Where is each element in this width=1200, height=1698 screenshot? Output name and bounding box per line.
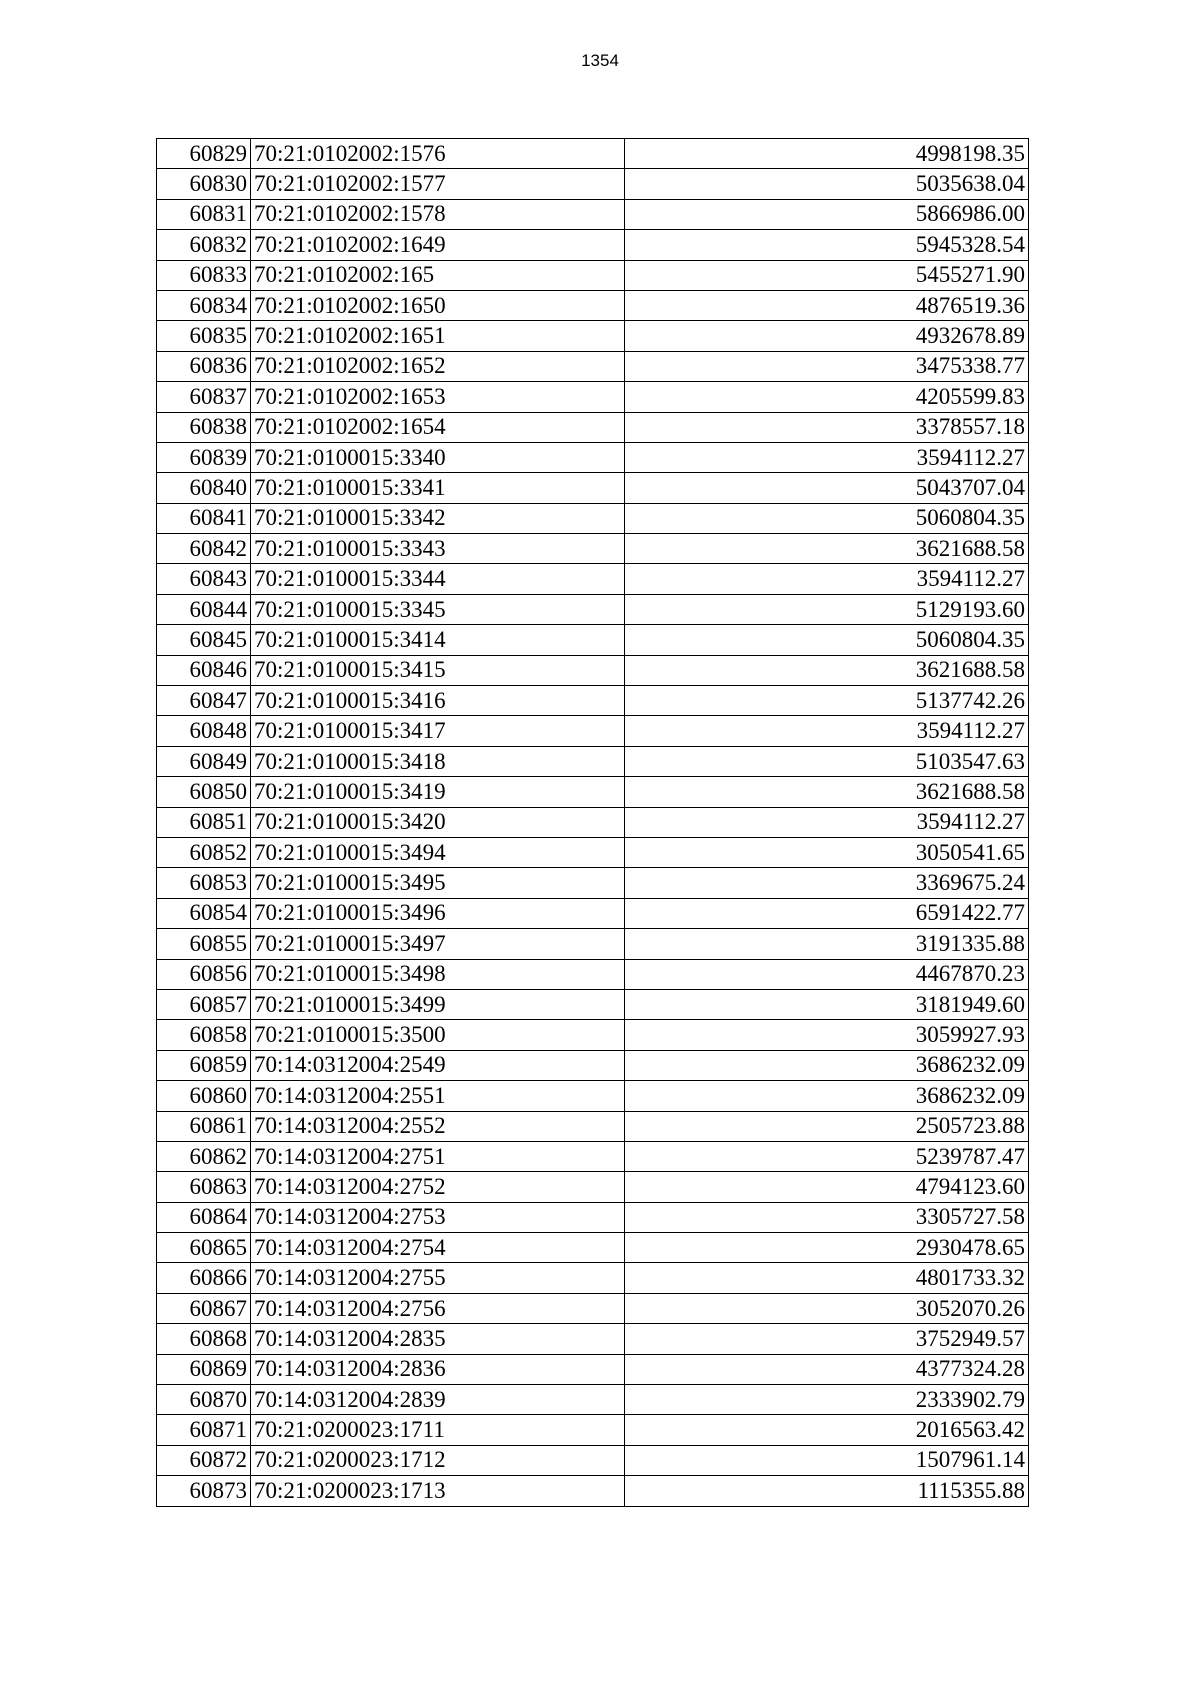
- cadastral-value: 3752949.57: [625, 1324, 1029, 1354]
- table-row: [157, 989, 1029, 1019]
- table-row: [157, 777, 1029, 807]
- cadastral-value: 5060804.35: [625, 503, 1029, 533]
- table-row: [157, 1172, 1029, 1202]
- table-row: [157, 625, 1029, 655]
- cadastral-value: 3594112.27: [625, 716, 1029, 746]
- cadastral-number: 70:21:0102002:1650: [251, 290, 625, 320]
- cadastral-number: 70:14:0312004:2753: [251, 1202, 625, 1232]
- cadastral-value: 2016563.42: [625, 1415, 1029, 1445]
- cadastral-value: 4467870.23: [625, 959, 1029, 989]
- cadastral-value: 5043707.04: [625, 473, 1029, 503]
- row-number: 60843: [157, 564, 251, 594]
- row-number: 60840: [157, 473, 251, 503]
- row-number: 60829: [157, 139, 251, 169]
- cadastral-value: 3059927.93: [625, 1020, 1029, 1050]
- table-row: [157, 1202, 1029, 1232]
- cadastral-number: 70:21:0100015:3500: [251, 1020, 625, 1050]
- cadastral-value: 3621688.58: [625, 534, 1029, 564]
- table-row: [157, 139, 1029, 169]
- cadastral-number: 70:21:0100015:3345: [251, 594, 625, 624]
- table-row: [157, 929, 1029, 959]
- row-number: 60853: [157, 868, 251, 898]
- cadastral-value-table: [156, 138, 1029, 1507]
- row-number: 60833: [157, 260, 251, 290]
- cadastral-number: 70:21:0100015:3496: [251, 898, 625, 928]
- row-number: 60830: [157, 169, 251, 199]
- row-number: 60855: [157, 929, 251, 959]
- cadastral-value: 4377324.28: [625, 1354, 1029, 1384]
- table-row: [157, 321, 1029, 351]
- table-row: [157, 1293, 1029, 1323]
- row-number: 60852: [157, 837, 251, 867]
- cadastral-value: 6591422.77: [625, 898, 1029, 928]
- cadastral-number: 70:21:0100015:3499: [251, 989, 625, 1019]
- cadastral-value: 4876519.36: [625, 290, 1029, 320]
- row-number: 60836: [157, 351, 251, 381]
- row-number: 60849: [157, 746, 251, 776]
- cadastral-value: 4794123.60: [625, 1172, 1029, 1202]
- cadastral-number: 70:21:0100015:3495: [251, 868, 625, 898]
- cadastral-number: 70:21:0102002:1578: [251, 199, 625, 229]
- cadastral-number: 70:21:0100015:3341: [251, 473, 625, 503]
- table-row: [157, 473, 1029, 503]
- row-number: 60869: [157, 1354, 251, 1384]
- table-row: [157, 655, 1029, 685]
- cadastral-value: 4205599.83: [625, 382, 1029, 412]
- table-row: [157, 837, 1029, 867]
- table-row: [157, 807, 1029, 837]
- row-number: 60837: [157, 382, 251, 412]
- table-row: [157, 260, 1029, 290]
- cadastral-number: 70:21:0102002:1652: [251, 351, 625, 381]
- cadastral-value: 3594112.27: [625, 442, 1029, 472]
- row-number: 60871: [157, 1415, 251, 1445]
- row-number: 60851: [157, 807, 251, 837]
- page-number: 1354: [581, 51, 619, 70]
- row-number: 60866: [157, 1263, 251, 1293]
- row-number: 60854: [157, 898, 251, 928]
- row-number: 60862: [157, 1141, 251, 1171]
- cadastral-number: 70:21:0102002:1576: [251, 139, 625, 169]
- cadastral-number: 70:21:0102002:165: [251, 260, 625, 290]
- cadastral-value: 5035638.04: [625, 169, 1029, 199]
- row-number: 60850: [157, 777, 251, 807]
- cadastral-number: 70:21:0100015:3344: [251, 564, 625, 594]
- row-number: 60863: [157, 1172, 251, 1202]
- cadastral-number: 70:14:0312004:2755: [251, 1263, 625, 1293]
- table-row: [157, 1476, 1029, 1506]
- cadastral-value: 3191335.88: [625, 929, 1029, 959]
- cadastral-number: 70:14:0312004:2754: [251, 1233, 625, 1263]
- cadastral-value: 3305727.58: [625, 1202, 1029, 1232]
- table-row: [157, 1445, 1029, 1475]
- row-number: 60867: [157, 1293, 251, 1323]
- table-row: [157, 868, 1029, 898]
- cadastral-number: 70:21:0102002:1649: [251, 230, 625, 260]
- row-number: 60856: [157, 959, 251, 989]
- table-body: [157, 139, 1029, 1507]
- row-number: 60835: [157, 321, 251, 351]
- cadastral-number: 70:14:0312004:2751: [251, 1141, 625, 1171]
- table-row: [157, 746, 1029, 776]
- cadastral-value: 3686232.09: [625, 1081, 1029, 1111]
- table-row: [157, 594, 1029, 624]
- table-row: [157, 351, 1029, 381]
- table-row: [157, 230, 1029, 260]
- cadastral-number: 70:21:0100015:3415: [251, 655, 625, 685]
- table-row: [157, 1385, 1029, 1415]
- cadastral-number: 70:14:0312004:2839: [251, 1385, 625, 1415]
- cadastral-number: 70:21:0100015:3417: [251, 716, 625, 746]
- table-row: [157, 442, 1029, 472]
- cadastral-value: 3594112.27: [625, 807, 1029, 837]
- cadastral-number: 70:14:0312004:2551: [251, 1081, 625, 1111]
- cadastral-value: 5866986.00: [625, 199, 1029, 229]
- cadastral-value: 3621688.58: [625, 777, 1029, 807]
- cadastral-value: 3621688.58: [625, 655, 1029, 685]
- cadastral-number: 70:21:0100015:3342: [251, 503, 625, 533]
- cadastral-number: 70:21:0102002:1651: [251, 321, 625, 351]
- row-number: 60838: [157, 412, 251, 442]
- row-number: 60831: [157, 199, 251, 229]
- row-number: 60846: [157, 655, 251, 685]
- table-row: [157, 1050, 1029, 1080]
- row-number: 60865: [157, 1233, 251, 1263]
- cadastral-number: 70:21:0100015:3418: [251, 746, 625, 776]
- cadastral-value: 1115355.88: [625, 1476, 1029, 1506]
- row-number: 60832: [157, 230, 251, 260]
- table-row: [157, 1111, 1029, 1141]
- cadastral-number: 70:21:0100015:3416: [251, 686, 625, 716]
- cadastral-number: 70:21:0102002:1577: [251, 169, 625, 199]
- row-number: 60858: [157, 1020, 251, 1050]
- cadastral-value: 2505723.88: [625, 1111, 1029, 1141]
- row-number: 60861: [157, 1111, 251, 1141]
- cadastral-value: 3050541.65: [625, 837, 1029, 867]
- cadastral-value: 5455271.90: [625, 260, 1029, 290]
- cadastral-number: 70:21:0200023:1713: [251, 1476, 625, 1506]
- cadastral-value: 3052070.26: [625, 1293, 1029, 1323]
- cadastral-value: 5239787.47: [625, 1141, 1029, 1171]
- cadastral-value: 3475338.77: [625, 351, 1029, 381]
- cadastral-number: 70:14:0312004:2835: [251, 1324, 625, 1354]
- table-row: [157, 503, 1029, 533]
- cadastral-value: 3378557.18: [625, 412, 1029, 442]
- table-row: [157, 382, 1029, 412]
- cadastral-value: 3594112.27: [625, 564, 1029, 594]
- row-number: 60848: [157, 716, 251, 746]
- cadastral-number: 70:21:0100015:3343: [251, 534, 625, 564]
- row-number: 60844: [157, 594, 251, 624]
- cadastral-value: 3369675.24: [625, 868, 1029, 898]
- table-row: [157, 898, 1029, 928]
- table-row: [157, 1263, 1029, 1293]
- cadastral-value: 3181949.60: [625, 989, 1029, 1019]
- row-number: 60857: [157, 989, 251, 1019]
- cadastral-value: 5060804.35: [625, 625, 1029, 655]
- table-row: [157, 1141, 1029, 1171]
- table-row: [157, 686, 1029, 716]
- table-row: [157, 290, 1029, 320]
- row-number: 60859: [157, 1050, 251, 1080]
- cadastral-number: 70:21:0100015:3419: [251, 777, 625, 807]
- row-number: 60870: [157, 1385, 251, 1415]
- row-number: 60864: [157, 1202, 251, 1232]
- cadastral-number: 70:14:0312004:2552: [251, 1111, 625, 1141]
- cadastral-value: 5129193.60: [625, 594, 1029, 624]
- table-row: [157, 534, 1029, 564]
- table-row: [157, 1081, 1029, 1111]
- cadastral-number: 70:14:0312004:2752: [251, 1172, 625, 1202]
- table-row: [157, 1233, 1029, 1263]
- cadastral-value: 4932678.89: [625, 321, 1029, 351]
- cadastral-number: 70:21:0100015:3494: [251, 837, 625, 867]
- row-number: 60845: [157, 625, 251, 655]
- table-row: [157, 1020, 1029, 1050]
- cadastral-number: 70:21:0100015:3498: [251, 959, 625, 989]
- cadastral-number: 70:21:0100015:3420: [251, 807, 625, 837]
- row-number: 60842: [157, 534, 251, 564]
- cadastral-number: 70:21:0100015:3414: [251, 625, 625, 655]
- row-number: 60834: [157, 290, 251, 320]
- cadastral-value: 4801733.32: [625, 1263, 1029, 1293]
- cadastral-number: 70:21:0102002:1653: [251, 382, 625, 412]
- row-number: 60873: [157, 1476, 251, 1506]
- cadastral-number: 70:21:0200023:1712: [251, 1445, 625, 1475]
- cadastral-value: 4998198.35: [625, 139, 1029, 169]
- cadastral-number: 70:14:0312004:2549: [251, 1050, 625, 1080]
- table-row: [157, 1324, 1029, 1354]
- cadastral-number: 70:14:0312004:2836: [251, 1354, 625, 1384]
- cadastral-value: 3686232.09: [625, 1050, 1029, 1080]
- cadastral-value: 5137742.26: [625, 686, 1029, 716]
- table-row: [157, 1415, 1029, 1445]
- row-number: 60847: [157, 686, 251, 716]
- table-row: [157, 199, 1029, 229]
- cadastral-number: 70:21:0100015:3340: [251, 442, 625, 472]
- cadastral-value: 5103547.63: [625, 746, 1029, 776]
- cadastral-number: 70:14:0312004:2756: [251, 1293, 625, 1323]
- table-row: [157, 412, 1029, 442]
- row-number: 60860: [157, 1081, 251, 1111]
- cadastral-value: 1507961.14: [625, 1445, 1029, 1475]
- cadastral-number: 70:21:0100015:3497: [251, 929, 625, 959]
- row-number: 60872: [157, 1445, 251, 1475]
- cadastral-value: 2333902.79: [625, 1385, 1029, 1415]
- table-row: [157, 169, 1029, 199]
- table-row: [157, 716, 1029, 746]
- row-number: 60841: [157, 503, 251, 533]
- row-number: 60868: [157, 1324, 251, 1354]
- cadastral-number: 70:21:0200023:1711: [251, 1415, 625, 1445]
- table-row: [157, 1354, 1029, 1384]
- row-number: 60839: [157, 442, 251, 472]
- cadastral-number: 70:21:0102002:1654: [251, 412, 625, 442]
- cadastral-value: 2930478.65: [625, 1233, 1029, 1263]
- cadastral-value: 5945328.54: [625, 230, 1029, 260]
- table-row: [157, 959, 1029, 989]
- table-row: [157, 564, 1029, 594]
